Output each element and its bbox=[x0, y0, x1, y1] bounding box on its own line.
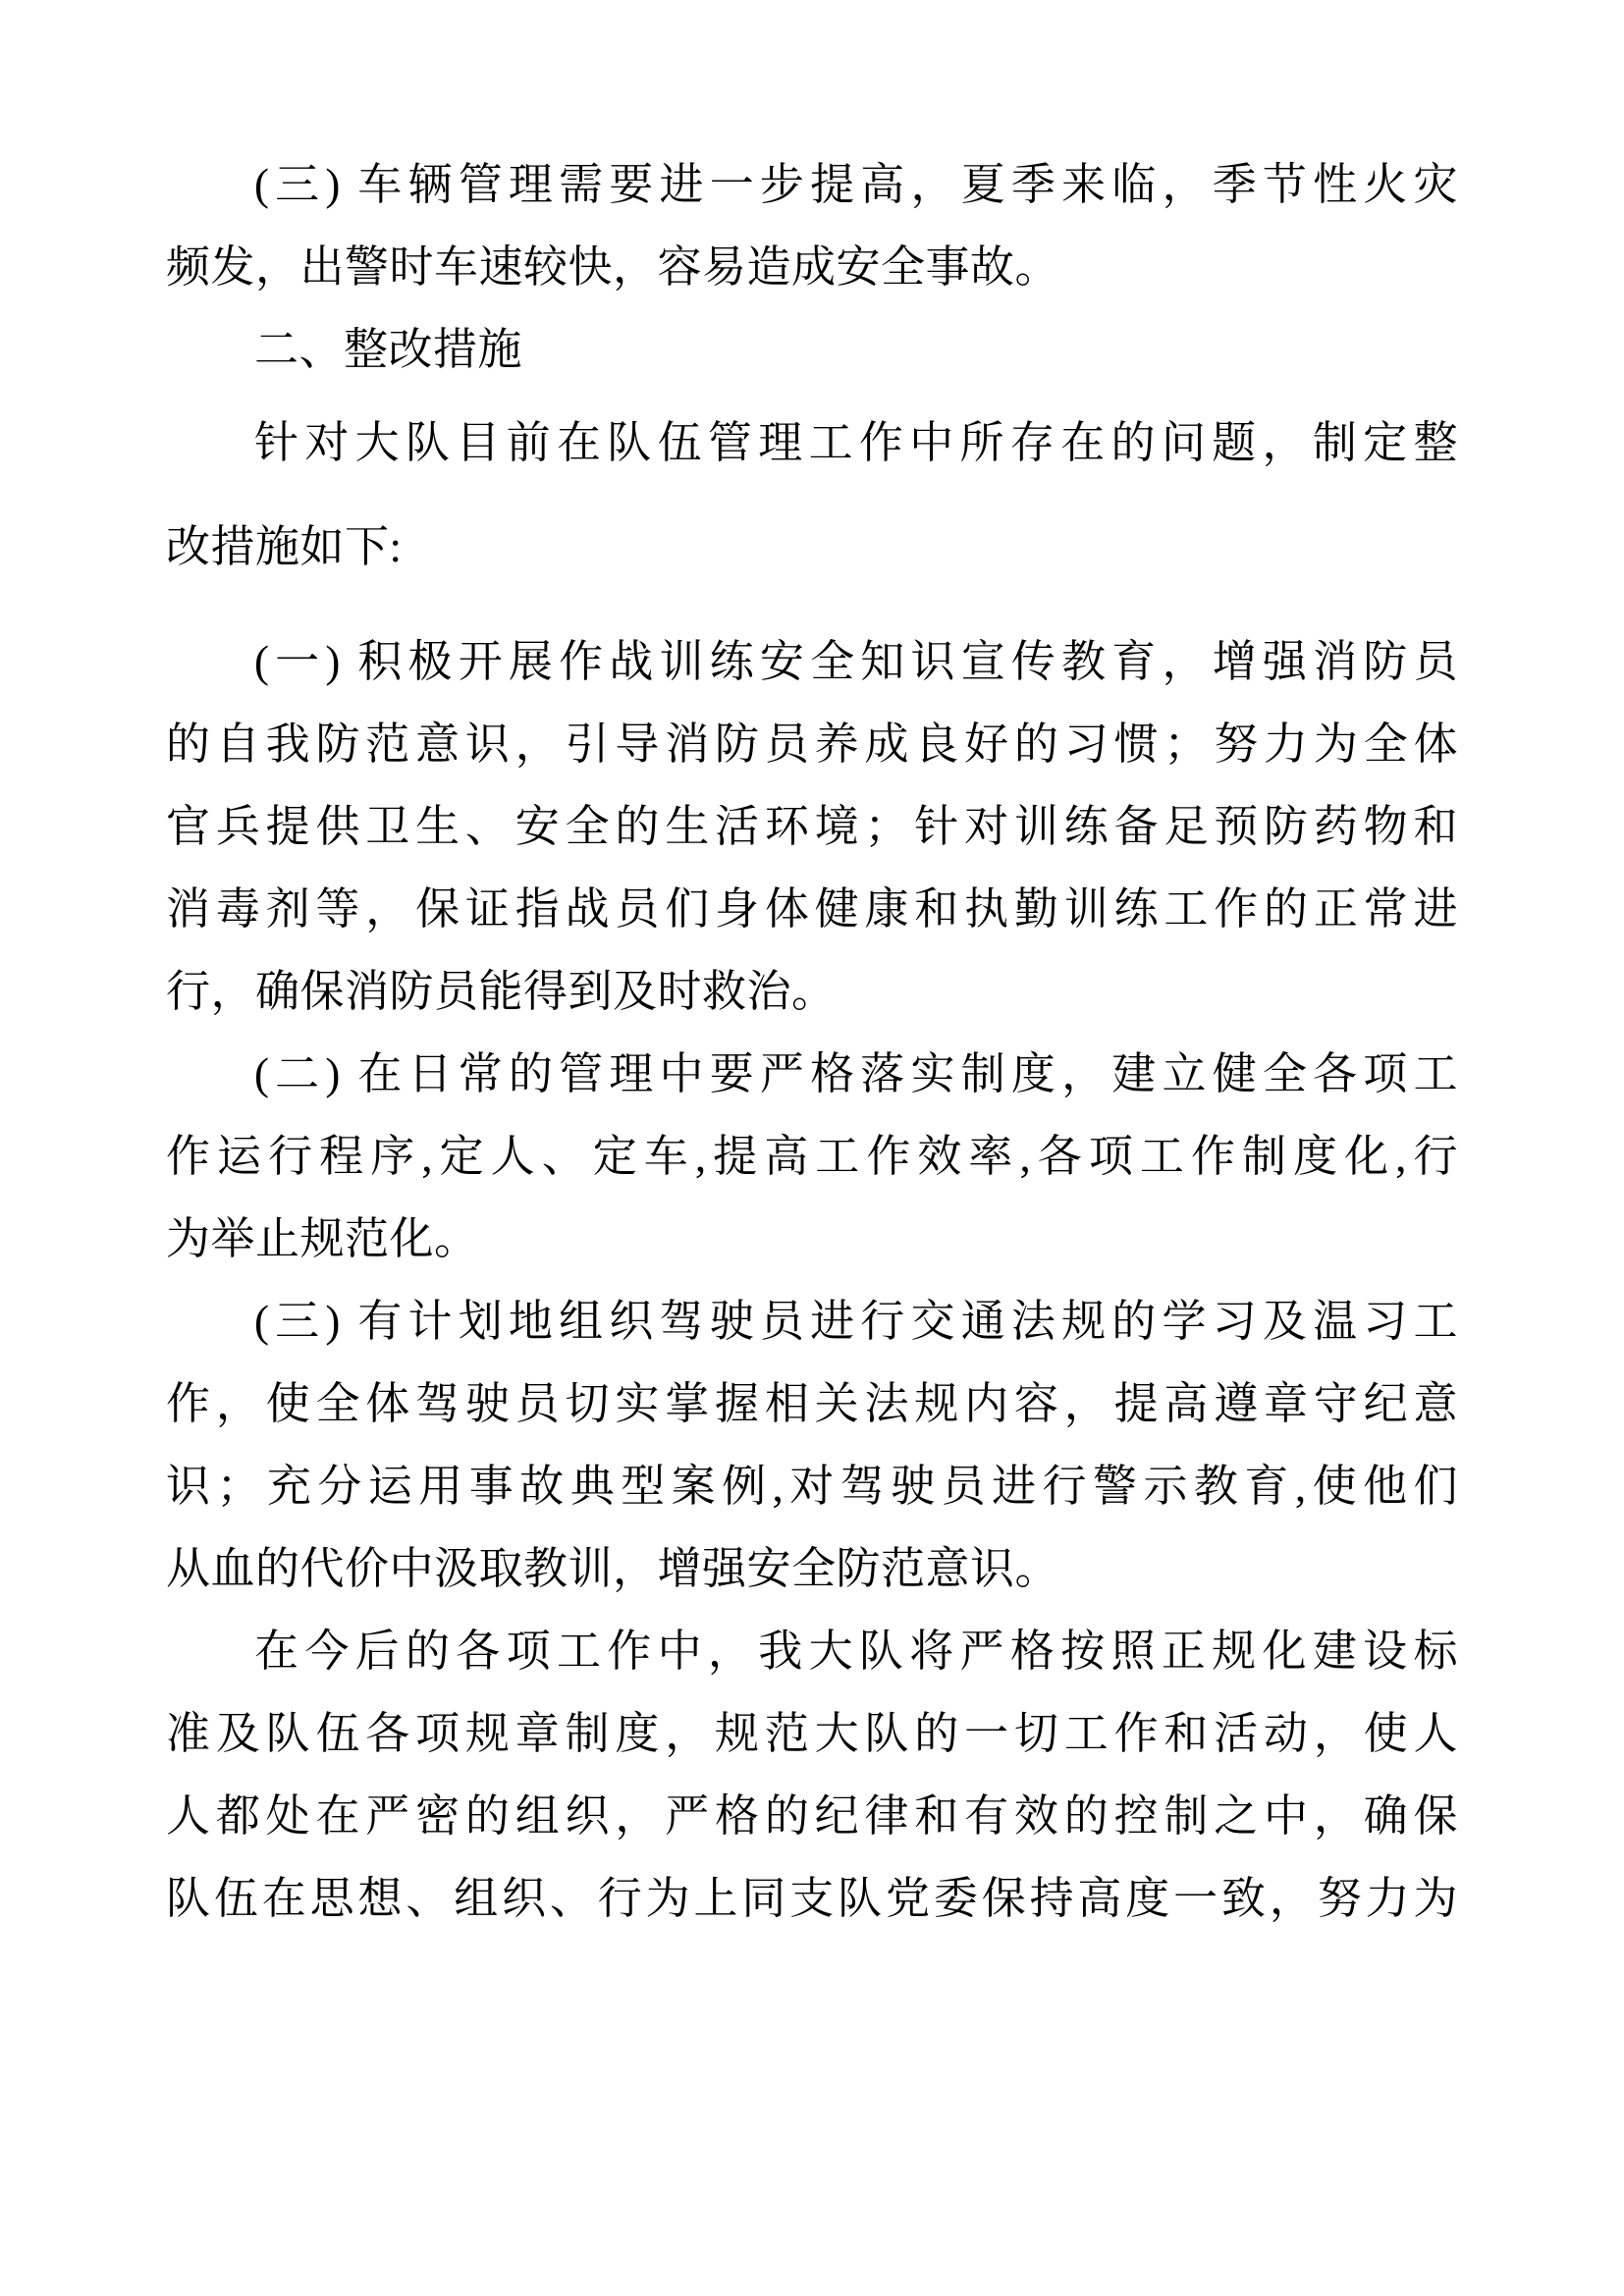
paragraph-measure-2 bbox=[166, 1033, 1458, 1280]
text-line: 频发，出警时车速较快，容易造成安全事故。 bbox=[166, 242, 1060, 292]
paragraph-closing bbox=[166, 1610, 1458, 1940]
text-line: 为举止规范化。 bbox=[166, 1214, 479, 1263]
text-line: 作运行程序,定人、定车,提高工作效率,各项工作制度化,行 bbox=[166, 1132, 1458, 1181]
text-line: 行，确保消防员能得到及时救治。 bbox=[166, 967, 837, 1016]
paragraph-measure-1 bbox=[166, 620, 1458, 1033]
text-line: 改措施如下: bbox=[166, 522, 403, 571]
text-line: 消毒剂等，保证指战员们身体健康和执勤训练工作的正常进 bbox=[166, 884, 1458, 934]
document-content bbox=[166, 143, 1458, 1940]
text-line: (三) 有计划地组织驾驶员进行交通法规的学习及温习工 bbox=[254, 1297, 1458, 1346]
paragraph-intro bbox=[166, 391, 1458, 599]
text-line: 官兵提供卫生、安全的生活环境；针对训练备足预防药物和 bbox=[166, 802, 1458, 851]
text-line: 准及队伍各项规章制度，规范大队的一切工作和活动，使人 bbox=[166, 1709, 1458, 1758]
text-line: (二) 在日常的管理中要严格落实制度，建立健全各项工 bbox=[254, 1049, 1458, 1098]
heading-section-2 bbox=[166, 308, 1458, 391]
text-line: 在今后的各项工作中，我大队将严格按照正规化建设标 bbox=[254, 1627, 1458, 1676]
text-line: 人都处在严密的组织，严格的纪律和有效的控制之中，确保 bbox=[166, 1791, 1458, 1841]
paragraph-problem-item-3 bbox=[166, 143, 1458, 308]
text-line: 从血的代价中汲取教训，增强安全防范意识。 bbox=[166, 1544, 1060, 1593]
text-line: 作，使全体驾驶员切实掌握相关法规内容，提高遵章守纪意 bbox=[166, 1379, 1458, 1428]
text-line: 识；充分运用事故典型案例,对驾驶员进行警示教育,使他们 bbox=[166, 1462, 1458, 1511]
text-line: 二、整改措施 bbox=[254, 325, 523, 374]
text-line: 的自我防范意识，引导消防员养成良好的习惯；努力为全体 bbox=[166, 720, 1458, 769]
text-line: (一) 积极开展作战训练安全知识宣传教育，增强消防员 bbox=[254, 637, 1458, 686]
paragraph-measure-3 bbox=[166, 1280, 1458, 1610]
text-line: 针对大队目前在队伍管理工作中所存在的问题，制定整 bbox=[254, 418, 1458, 467]
text-line: (三) 车辆管理需要进一步提高，夏季来临，季节性火灾 bbox=[254, 160, 1458, 209]
text-line: 队伍在思想、组织、行为上同支队党委保持高度一致，努力为 bbox=[166, 1874, 1458, 1923]
